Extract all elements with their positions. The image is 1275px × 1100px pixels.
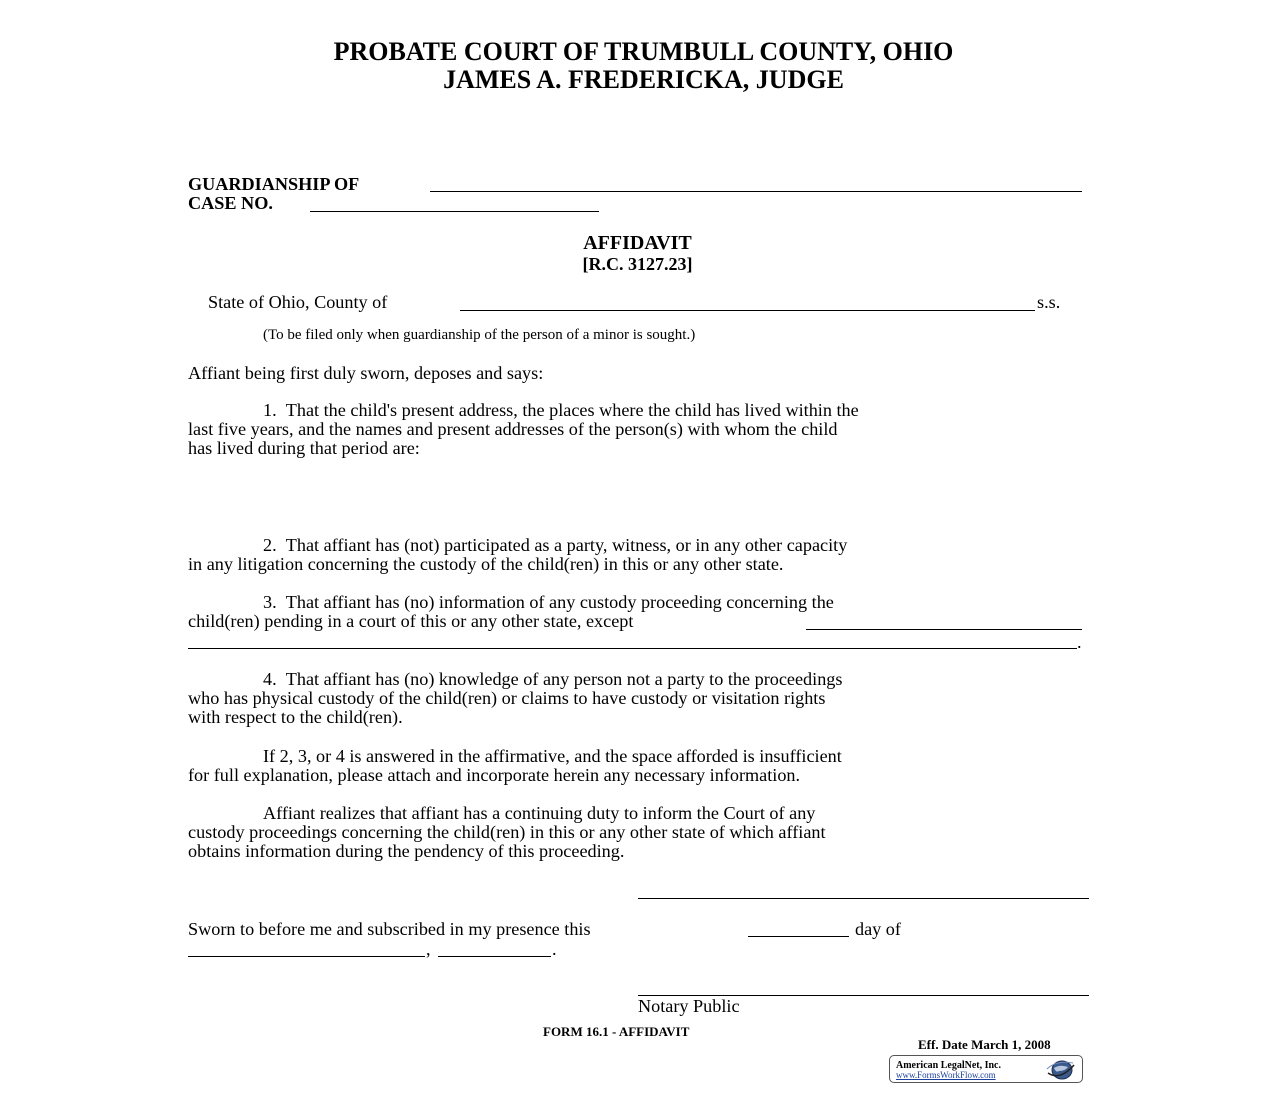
item-2-number: 2. (263, 535, 277, 555)
except-period: . (1077, 632, 1082, 652)
jurat-day-field[interactable] (748, 936, 849, 937)
affirmative-paragraph (188, 747, 1088, 785)
vendor-logo[interactable] (889, 1055, 1083, 1083)
jurat-comma: , (426, 939, 431, 959)
item-1-line-2: last five years, and the names and present addresses of the person(s) with whom the child (188, 419, 838, 440)
item-4-number: 4. (263, 669, 277, 689)
court-name: PROBATE COURT OF TRUMBULL COUNTY, OHIO (333, 37, 954, 66)
jurat-month-field[interactable] (188, 956, 425, 957)
vendor-url[interactable]: www.FormsWorkFlow.com (896, 1070, 996, 1080)
item-1-number: 1. (263, 400, 277, 420)
item-1-line-1: That the child's present address, the places where the child has lived within the (285, 400, 859, 420)
affirmative-line-2: for full explanation, please attach and incorporate herein any necessary information. (188, 765, 801, 786)
duty-line-3: obtains information during the pendency of this proceeding. (188, 841, 625, 862)
duty-line-1: Affiant realizes that affiant has a continuing duty to inform the Court of any (263, 803, 816, 823)
item-3-line-1: That affiant has (no) information of any custody proceeding concerning the (285, 592, 834, 612)
guardianship-label: GUARDIANSHIP OF (188, 174, 360, 194)
form-id: FORM 16.1 - AFFIDAVIT (543, 1024, 690, 1039)
affirmative-line-1: If 2, 3, or 4 is answered in the affirmative, and the space afforded is insufficient (263, 746, 842, 766)
jurat-day-of: day of (855, 919, 901, 939)
duty-line-2: custody proceedings concerning the child(ren) in this or any other state of which affiant (188, 822, 826, 843)
document-title: AFFIDAVIT (583, 232, 692, 254)
notary-label: Notary Public (638, 996, 740, 1016)
venue-label: State of Ohio, County of (208, 292, 388, 312)
judge-name: JAMES A. FREDERICKA, JUDGE (443, 65, 844, 94)
item-3-line-2: child(ren) pending in a court of this or any other state, except (188, 611, 634, 632)
item-4-line-3: with respect to the child(ren). (188, 707, 403, 728)
item-1-line-3: has lived during that period are: (188, 438, 420, 459)
item-2-line-2: in any litigation concerning the custody of the child(ren) in this or any other state. (188, 554, 784, 575)
county-field[interactable] (460, 310, 1035, 311)
item-1 (188, 401, 1088, 459)
guardianship-field[interactable] (430, 191, 1082, 192)
filing-note: (To be filed only when guardianship of the person of a minor is sought.) (263, 327, 696, 343)
affiant-signature-line[interactable] (638, 898, 1089, 899)
item-2 (188, 536, 1088, 574)
item-4-line-2: who has physical custody of the child(ren) or claims to have custody or visitation rights (188, 688, 826, 709)
jurat-period: . (552, 939, 557, 959)
case-no-field[interactable] (310, 211, 599, 212)
item-2-line-1: That affiant has (not) participated as a party, witness, or in any other capacity (285, 535, 848, 555)
except-continuation-field[interactable] (188, 648, 1077, 649)
duty-paragraph (188, 804, 1088, 862)
ss-label: s.s. (1037, 292, 1061, 312)
item-3-number: 3. (263, 592, 277, 612)
statute-reference: [R.C. 3127.23] (582, 254, 693, 274)
except-field[interactable] (806, 629, 1082, 630)
jurat-text: Sworn to before me and subscribed in my presence this (188, 919, 591, 939)
intro-statement: Affiant being first duly sworn, deposes and says: (188, 363, 544, 383)
item-4-line-1: That affiant has (no) knowledge of any person not a party to the proceedings (285, 669, 843, 689)
item-3 (188, 593, 1088, 631)
globe-icon (1046, 1059, 1076, 1081)
jurat-year-field[interactable] (438, 956, 551, 957)
vendor-name: American LegalNet, Inc. (896, 1060, 1001, 1071)
case-no-label: CASE NO. (188, 193, 273, 213)
effective-date: Eff. Date March 1, 2008 (918, 1037, 1051, 1052)
item-4 (188, 670, 1088, 728)
